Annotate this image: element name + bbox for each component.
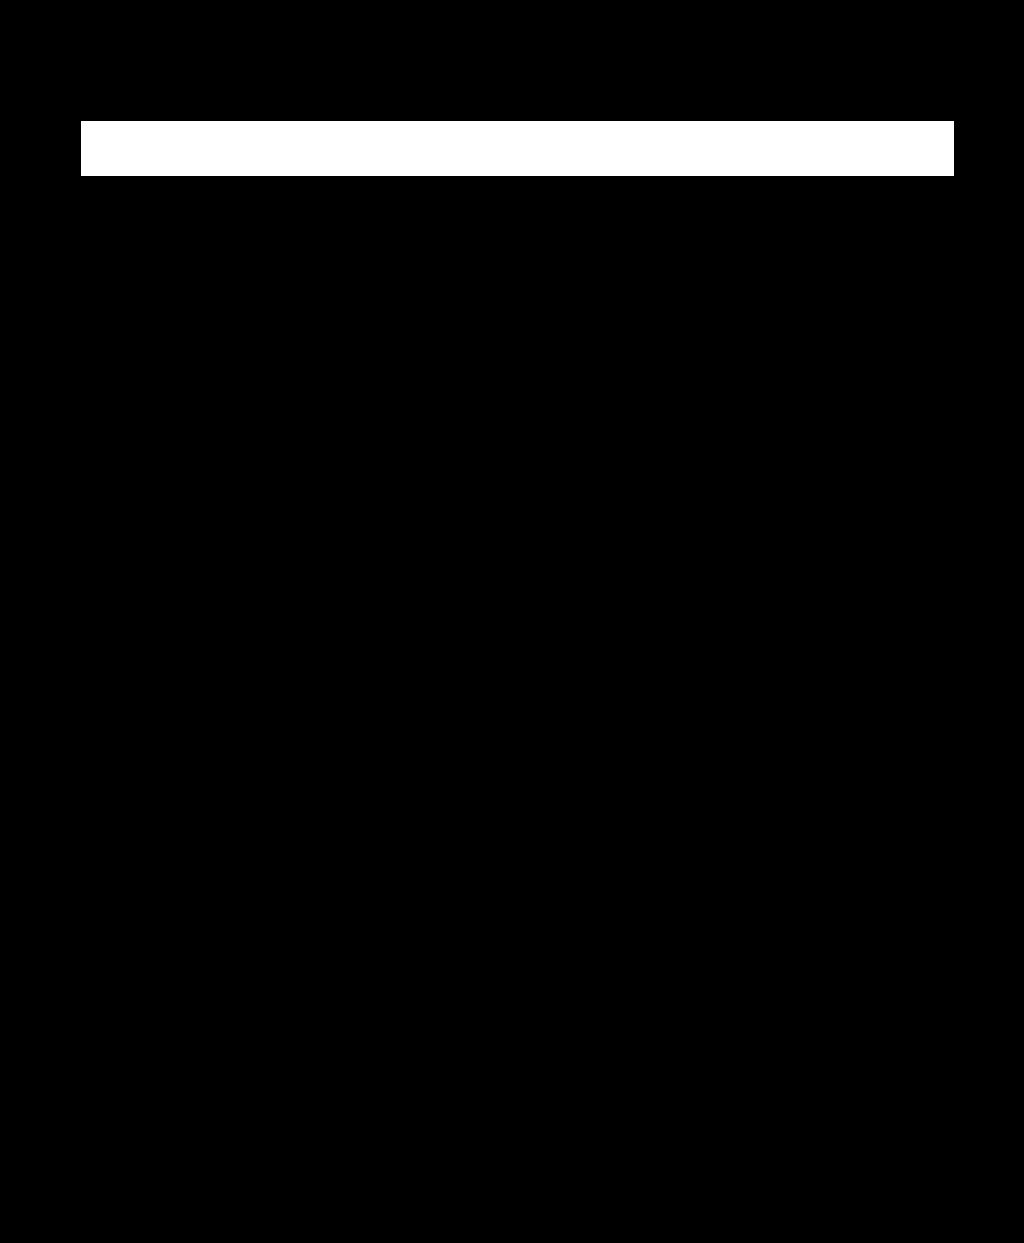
fellowship-text: Please join us for fellowship immediately following the Liturgy in the (82, 467, 655, 489)
welcome-text: For those visiting an Orthodox Church for the first time, please be aware that Holy Communion is a sign of unity of faith which is only offered to Baptized or Chrismated Orthodox Christians. All present are welcome, however, to partake of the antidoro (blessed bread) which is distributed at the end of the service. Those interested in learning more about the Orthodox Christian faith, please feel free to see Fr. Demetri after the service. This week, to assist you in the Narthex we have at the (82, 192, 952, 336)
veterans-phone: 617-964-0077. (256, 1079, 372, 1101)
greek-school-online: enrollment is available online (82, 620, 952, 672)
nativity-feast: Feast of the Nativity of the Theotokos (82, 773, 952, 825)
attic-text-3: then please bring them to the Cathedral office 617-731-6633. (82, 895, 952, 948)
veterans-text-2: at the Homeless Veterans Shelter is on (82, 1018, 953, 1070)
greek-school-text-2: has begun! We encourage all parents to (82, 589, 952, 642)
memorials-name: Theodore Eliott (10 years). May his memory be eternal! (82, 406, 952, 458)
volunteers-text-2: There are many areas from which to choose. For more information please call the Cathedral office at 617-731-6633. (82, 956, 952, 1009)
volunteers-heading: VOLUNTEERS: (82, 957, 201, 977)
fellowship-host: Parish Council members. (382, 497, 581, 519)
festival-meeting-name: Festival meeting (772, 712, 903, 734)
veterans-text-5: at (232, 1079, 257, 1101)
veterans-paragraph (82, 1014, 952, 1106)
nativity-time: 7:00 pm. (323, 803, 393, 825)
greek-school-link[interactable]: http://bostoncathedral.org/greekschool.html (257, 651, 584, 671)
donation-feast: Feast of the Dormition of the Theotokos. (303, 559, 621, 581)
veterans-date: Monday, September 18 (338, 1048, 519, 1070)
greek-fest-text: On (347, 834, 387, 856)
greek-school-enroll: enroll their children in our Cathedral's outstanding Greek School. (275, 620, 798, 642)
donation-paragraph (82, 525, 952, 586)
ushers-label: Ushers: (565, 344, 628, 366)
greek-school-text-3: Student (797, 620, 869, 642)
veterans-next: The next service day (713, 1018, 892, 1040)
greek-fest-heading: 2017 CATHEDRAL GREEK FEST: (82, 835, 348, 855)
greeter-label: Greeter: (334, 344, 402, 366)
memorials-heading: MEMORIALS: (82, 407, 189, 427)
welcome-heading: WELCOME TO ALL VISITORS: (82, 193, 323, 212)
greek-fest-text-2: we will hold our annual (598, 834, 812, 856)
fellowship-text-2: The fellowship hour will be offered by the (82, 467, 952, 519)
welcome-paragraph (82, 188, 952, 402)
festival-meeting-text-4: at the mansion. You are all welcome. (82, 712, 952, 764)
nativity-text-2: we will commemorate the (553, 773, 771, 795)
volunteers-paragraph (82, 953, 952, 1014)
donation-donor-2: Philoptochos Ladies Society (696, 528, 923, 550)
volunteers-text: This year, we once again need (200, 956, 450, 978)
greek-school-heading: CATHEDRAL GREEK SCHOOL: (82, 590, 341, 610)
nativity-text: On (337, 773, 373, 795)
greeter-names: Fotene Andreadis; (401, 344, 566, 366)
fellowship-paragraph (82, 463, 952, 524)
greek-school-paragraph (82, 586, 952, 708)
festival-meeting-paragraph (82, 708, 952, 769)
donation-text-3: for donating the flowers for the (82, 528, 952, 581)
pangary-names: Alex Mavradis, James Karimbakas; (82, 314, 952, 366)
greek-fest-text-3: Make sure to mark the dates on your calendar and tell all of your family and friends! (163, 865, 828, 887)
nativity-paragraph (82, 769, 952, 830)
festival-meeting-text-2: at (497, 712, 524, 734)
greek-school-text-5: or by (583, 650, 635, 672)
ushers-names: Marica Andreadis, Mary Cleary, Chris Karimbakas, Charles Eliopoulos. (82, 344, 953, 397)
attic-share: share, (592, 895, 640, 917)
veterans-text (702, 1018, 713, 1039)
nativity-place: Chapel (243, 803, 300, 825)
greek-school-form: completing the Registration Form (634, 650, 902, 672)
bulletin-body (82, 188, 952, 1106)
memorials-text: Memorial service is offered today for the repose of the soul of (188, 406, 697, 428)
attic-text-2: you would like to (444, 895, 593, 917)
greek-school-text-6: found in the bulletin. For any questions or information please talk to Anastasia Moragianni or call 617-731-6633. (82, 650, 953, 703)
festival-meeting-text-3: we will hold the next (593, 712, 773, 734)
greek-school-year: Greek School new academic year (527, 589, 813, 611)
greek-fest-name: Greek Festival in Brookline. (82, 834, 952, 887)
volunteers-need: volunteers for the Festival. (449, 956, 661, 978)
donation-heading: DONATION: (82, 529, 175, 549)
memorials-paragraph (82, 402, 952, 463)
veterans-time: 4:15 pm. (542, 1048, 612, 1070)
attic-heading: ATTIC TREASURES: (82, 896, 242, 916)
attic-text: If you have any (241, 895, 374, 917)
greek-fest-dates: September 15, 16, and 17 (386, 834, 599, 856)
veterans-contact: Mr. Peter Vergados (82, 1079, 233, 1101)
pangary-label: Pangary: (832, 314, 907, 336)
veterans-text-3: at (518, 1048, 543, 1070)
attic-treasures: treasures (373, 895, 445, 917)
header-banner (81, 121, 954, 176)
donation-text-2: and the (623, 528, 697, 550)
nativity-heading: NATIVITY OF THE THEOTOKOS: (82, 774, 338, 794)
festival-meeting-time: 7:00 pm. (523, 712, 594, 734)
nativity-text-4: at (299, 803, 324, 825)
nativity-date: Thursday, September 7 (372, 773, 554, 795)
fellowship-hall: Anastasia and Spiro Davis Hall. (654, 467, 916, 489)
veterans-text-4: All volunteers are welcome. Please contact (611, 1048, 952, 1070)
greek-fest-paragraph (82, 830, 952, 891)
nativity-text-3: at the (190, 803, 244, 825)
festival-meeting-date: Tuesday, August 29 (345, 712, 498, 734)
attic-paragraph (82, 892, 952, 953)
donation-donor-1: Mr. & Mrs. James Boulogiane (378, 528, 624, 550)
donation-text: We would like to thank (174, 528, 379, 550)
greek-school-text-4: at: (226, 650, 258, 672)
greek-school-text: Registration for the (340, 589, 528, 611)
veterans-heading: ANNUNCIATION CATHEDRAL AND THE BOSTON HOMELESS VETERANS: (82, 1019, 702, 1039)
festival-meeting-heading: GREEK FESTIVAL MEETING: (82, 713, 311, 733)
festival-meeting-text: On (310, 712, 346, 734)
